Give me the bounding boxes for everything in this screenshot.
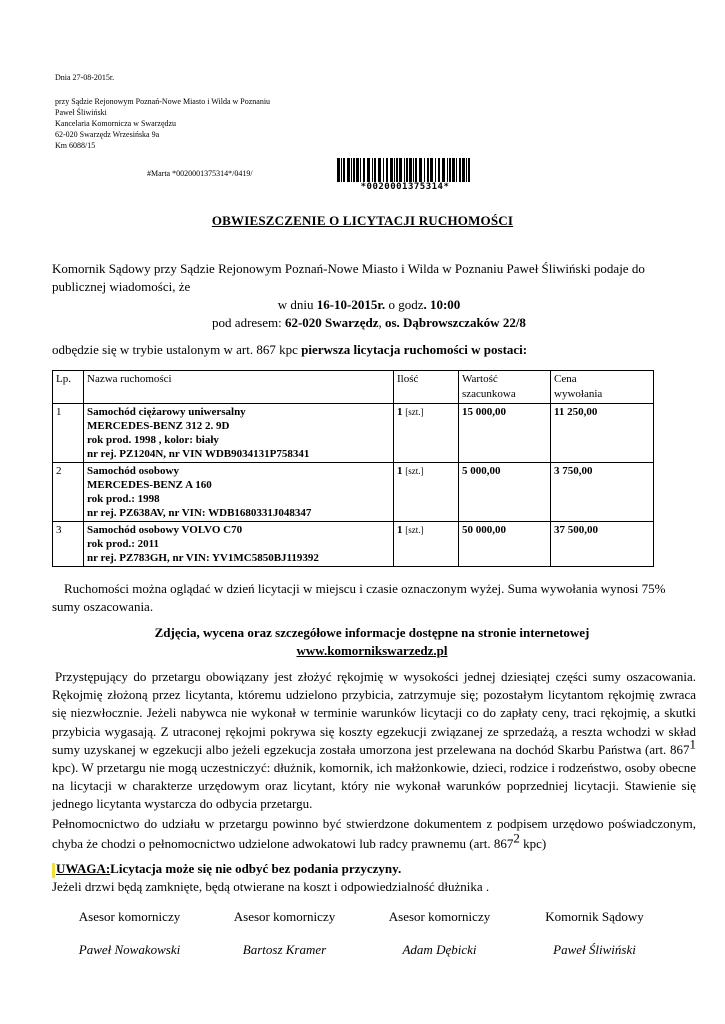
row-qty-unit: [szt.] xyxy=(405,407,424,417)
row-qty xyxy=(394,522,459,567)
row-price xyxy=(551,522,654,567)
bailiff-header xyxy=(55,96,270,151)
notice-label: UWAGA: xyxy=(56,861,111,876)
notice-line-2: Jeżeli drzwi będą zamknięte, będą otwierane na koszt i odpowiedzialność dłużnika . xyxy=(52,879,490,894)
header-value-line1: Wartość xyxy=(462,373,498,385)
row-value xyxy=(459,463,551,522)
row-name xyxy=(84,463,394,522)
barcode-text: *0020001375314* xyxy=(360,182,450,192)
office-name: Kancelaria Komornicza w Swarzędzu xyxy=(55,119,177,128)
row-price xyxy=(551,463,654,522)
signature-name: Paweł Śliwiński xyxy=(553,942,636,957)
row-name-line: rok prod.: 2011 xyxy=(87,538,160,550)
time-prefix: o godz xyxy=(385,297,424,312)
table-row xyxy=(53,404,654,463)
row-value xyxy=(459,522,551,567)
auction-address-city: 62-020 Swarzędz xyxy=(284,315,379,330)
office-address: 62-020 Swarzędz Wrzesińska 9a xyxy=(55,130,160,139)
row-qty-unit: [szt.] xyxy=(405,466,424,476)
barcode-bars xyxy=(337,158,473,182)
address-prefix: pod adresem: xyxy=(212,315,285,330)
header-price-line2: wywołania xyxy=(554,388,603,400)
terms-text-part: kpc) xyxy=(519,835,547,851)
terms-text-part: Przystępujący do przetargu obowiązany jest złożyć rękojmię w wysokości jednej dziesiątej części sumy oszacowania. Rękojmię złożoną przez licytanta, któremu udzielono przybicia, zatrzymuje się; pozostałym licytantom rękojmię zwraca się niezwłocznie. Jeżeli nabywca nie wykonał w terminie warunków licytacji co do zapłaty ceny, traci rękojmię, a skutki przybicia wygasają. Z utraconej rękojmi pokrywa się koszty egzekucji związanej ze sprzedażą, a reszta wchodzi w skład sumy uzyskanej w egzekucji albo jeżeli egzekucja została umorzona jest przelewana na dochód Skarbu Państwa (art. 867 xyxy=(52,669,696,757)
website-link[interactable]: www.komornikswarzedz.pl xyxy=(296,643,448,658)
row-qty-value: 1 xyxy=(397,406,403,418)
row-qty-value: 1 xyxy=(397,524,403,536)
table-header-row xyxy=(53,371,654,404)
article-superscript: 2 xyxy=(513,830,520,846)
signature-title: Komornik Sądowy xyxy=(545,909,644,924)
row-value-amount: 50 000,00 xyxy=(462,524,506,536)
terms-text xyxy=(52,668,696,854)
table-row xyxy=(53,463,654,522)
auction-address-street: os. Dąbrowszczaków 22/8 xyxy=(384,315,526,330)
row-qty-unit: [szt.] xyxy=(405,525,424,535)
row-name-line: MERCEDES-BENZ A 160 xyxy=(87,479,212,491)
row-name xyxy=(84,404,394,463)
row-name-line: Samochód osobowy VOLVO C70 xyxy=(87,524,243,536)
auction-time: . 10:00 xyxy=(423,297,461,312)
intro-text: Komornik Sądowy przy Sądzie Rejonowym Poznań-Nowe Miasto i Wilda w Poznaniu Paweł Śliwiński podaje do publicznej wiadomości, że xyxy=(52,261,645,294)
terms-paragraph-1 xyxy=(52,668,696,814)
signature-names xyxy=(52,942,672,958)
row-name xyxy=(84,522,394,567)
date-prefix: w dniu xyxy=(277,297,317,312)
row-qty-value: 1 xyxy=(397,465,403,477)
mode-bold-text: pierwsza licytacja ruchomości w postaci: xyxy=(301,342,528,357)
signature-name: Adam Dębicki xyxy=(402,942,477,957)
viewing-info: Ruchomości można oglądać w dzień licytacji w miejscu i czasie oznaczonym wyżej. Suma wywołania wynosi 75% sumy oszacowania. xyxy=(52,581,666,614)
page-title: OBWIESZCZENIE O LICYTACJI RUCHOMOŚCI xyxy=(211,213,514,228)
article-superscript: 1 xyxy=(689,736,696,752)
row-price-amount: 37 500,00 xyxy=(554,524,598,536)
photos-info xyxy=(52,624,692,660)
mode-text: odbędzie się w trybie ustalonym w art. 867 kpc xyxy=(52,342,302,357)
bailiff-name: Paweł Śliwiński xyxy=(55,108,107,117)
auction-date-line xyxy=(52,296,686,314)
row-name-line: Samochód ciężarowy uniwersalny xyxy=(87,406,246,418)
signature-name: Paweł Nowakowski xyxy=(78,942,181,957)
row-name-line: nr rej. PZ638AV, nr VIN: WDB1680331J048347 xyxy=(87,507,312,519)
items-table xyxy=(52,370,654,567)
notice-line xyxy=(52,860,692,878)
row-name-line: Samochód osobowy xyxy=(87,465,179,477)
row-name-line: MERCEDES-BENZ 312 2. 9D xyxy=(87,420,230,432)
signature-titles xyxy=(52,909,672,925)
terms-paragraph-2 xyxy=(52,814,696,854)
notice-text: Licytacja może się nie odbyć bez podania przyczyny. xyxy=(110,861,402,876)
auction-mode-line xyxy=(52,341,692,359)
row-price xyxy=(551,404,654,463)
row-lp: 2 xyxy=(53,463,84,522)
case-number: Km 6088/15 xyxy=(55,141,96,150)
row-name-line: nr rej. PZ1204N, nr VIN WDB9034131P758341 xyxy=(87,448,310,460)
document-date: Dnia 27-08-2015r. xyxy=(55,73,115,82)
signature-name: Bartosz Kramer xyxy=(242,942,327,957)
photos-text: Zdjęcia, wycena oraz szczegółowe informacje dostępne na stronie internetowej xyxy=(154,625,590,640)
signature-title: Asesor komorniczy xyxy=(78,909,181,924)
header-value xyxy=(459,371,551,404)
row-qty xyxy=(394,463,459,522)
header-value-line2: szacunkowa xyxy=(462,388,516,400)
signature-title: Asesor komorniczy xyxy=(388,909,491,924)
intro-paragraph xyxy=(52,260,686,332)
row-lp: 1 xyxy=(53,404,84,463)
barcode xyxy=(337,158,473,192)
terms-text-part: Pełnomocnictwo do udziału w przetargu powinno być stwierdzone dokumentem z podpisem urzędowo poświadczonym, chyba że chodzi o pełnomocnictwo udzielone adwokatowi lub radcy prawnemu (art. 867 xyxy=(52,815,696,851)
header-lp: Lp. xyxy=(53,371,84,404)
header-name: Nazwa ruchomości xyxy=(84,371,394,404)
notice xyxy=(52,860,692,896)
table-row xyxy=(53,522,654,567)
row-value-amount: 5 000,00 xyxy=(462,465,501,477)
row-name-line: nr rej. PZ783GH, nr VIN: YV1MC5850BJ119392 xyxy=(87,552,319,564)
row-price-amount: 11 250,00 xyxy=(554,406,598,418)
row-price-amount: 3 750,00 xyxy=(554,465,593,477)
address-separator: , xyxy=(378,315,385,330)
signature-title: Asesor komorniczy xyxy=(233,909,336,924)
row-name-line: rok prod. 1998 , kolor: biały xyxy=(87,434,219,446)
row-qty xyxy=(394,404,459,463)
terms-text-part: kpc). W przetargu nie mogą uczestniczyć: dłużnik, komornik, ich małżonkowie, dzieci, rodzice i rodzeństwo, osoby obecne na licytacji w charakterze urzędowym oraz licytant, który nie wykonał warunków poprzedniej licytacji. Stawienie się jednego licytanta wystarcza do odbycia przetargu. xyxy=(52,760,696,812)
highlight-marker xyxy=(52,863,55,878)
row-name-line: rok prod.: 1998 xyxy=(87,493,160,505)
row-lp: 3 xyxy=(53,522,84,567)
auction-address-line xyxy=(52,314,686,332)
header-qty: Ilość xyxy=(394,371,459,404)
auction-date: 16-10-2015r. xyxy=(316,297,386,312)
court-line: przy Sądzie Rejonowym Poznań-Nowe Miasto i Wilda w Poznaniu xyxy=(55,97,271,106)
header-price xyxy=(551,371,654,404)
row-value xyxy=(459,404,551,463)
reference-number: #Marta *0020001375314*/0419/ xyxy=(147,169,253,178)
header-price-line1: Cena xyxy=(554,373,577,385)
row-value-amount: 15 000,00 xyxy=(462,406,506,418)
